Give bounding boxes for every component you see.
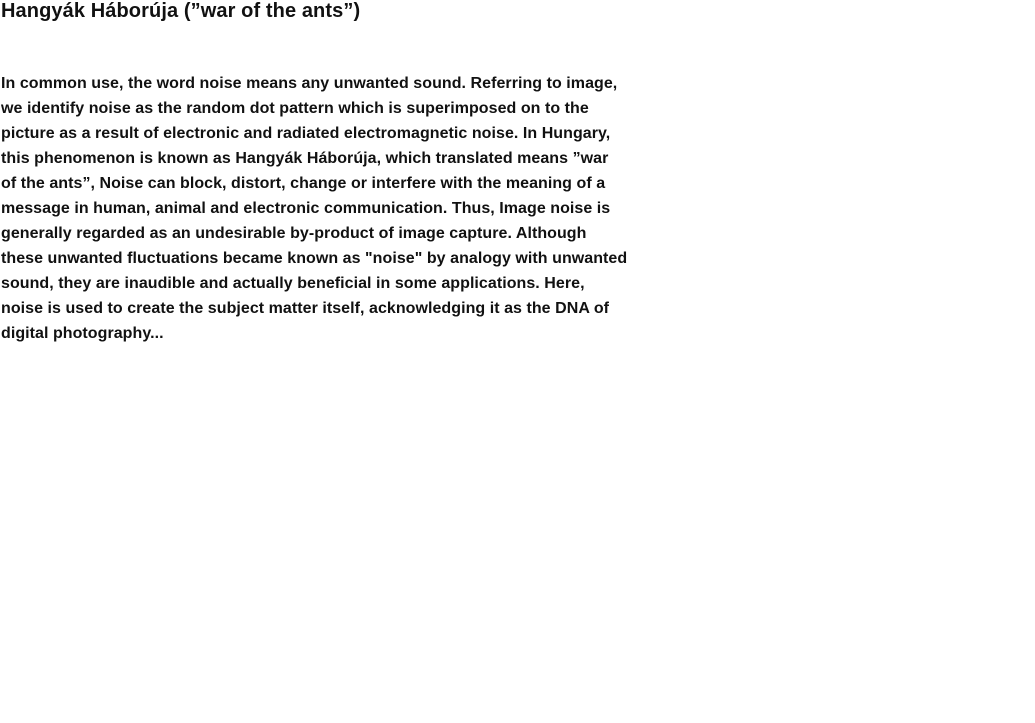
- body-line: of the ants”, Noise can block, distort, change or interfere with the meaning of a: [1, 175, 606, 192]
- body-line: In common use, the word noise means any unwanted sound. Referring to image,: [1, 75, 618, 92]
- body-line: we identify noise as the random dot pattern which is superimposed on to the: [1, 100, 589, 117]
- body-line: picture as a result of electronic and radiated electromagnetic noise. In Hungary,: [1, 125, 611, 142]
- article-body: [1, 71, 761, 346]
- body-line: sound, they are inaudible and actually beneficial in some applications. Here,: [1, 275, 585, 292]
- body-line: noise is used to create the subject matter itself, acknowledging it as the DNA of: [1, 300, 610, 317]
- body-line: digital photography...: [1, 325, 164, 342]
- page-title: Hangyák Háborúja (”war of the ants”): [1, 0, 361, 22]
- body-line: message in human, animal and electronic communication. Thus, Image noise is: [1, 200, 611, 217]
- body-line: generally regarded as an undesirable by-product of image capture. Although: [1, 225, 587, 242]
- body-line: this phenomenon is known as Hangyák Háborúja, which translated means ”war: [1, 150, 609, 167]
- body-line: these unwanted fluctuations became known as "noise" by analogy with unwanted: [1, 250, 628, 267]
- article: [1, 0, 761, 346]
